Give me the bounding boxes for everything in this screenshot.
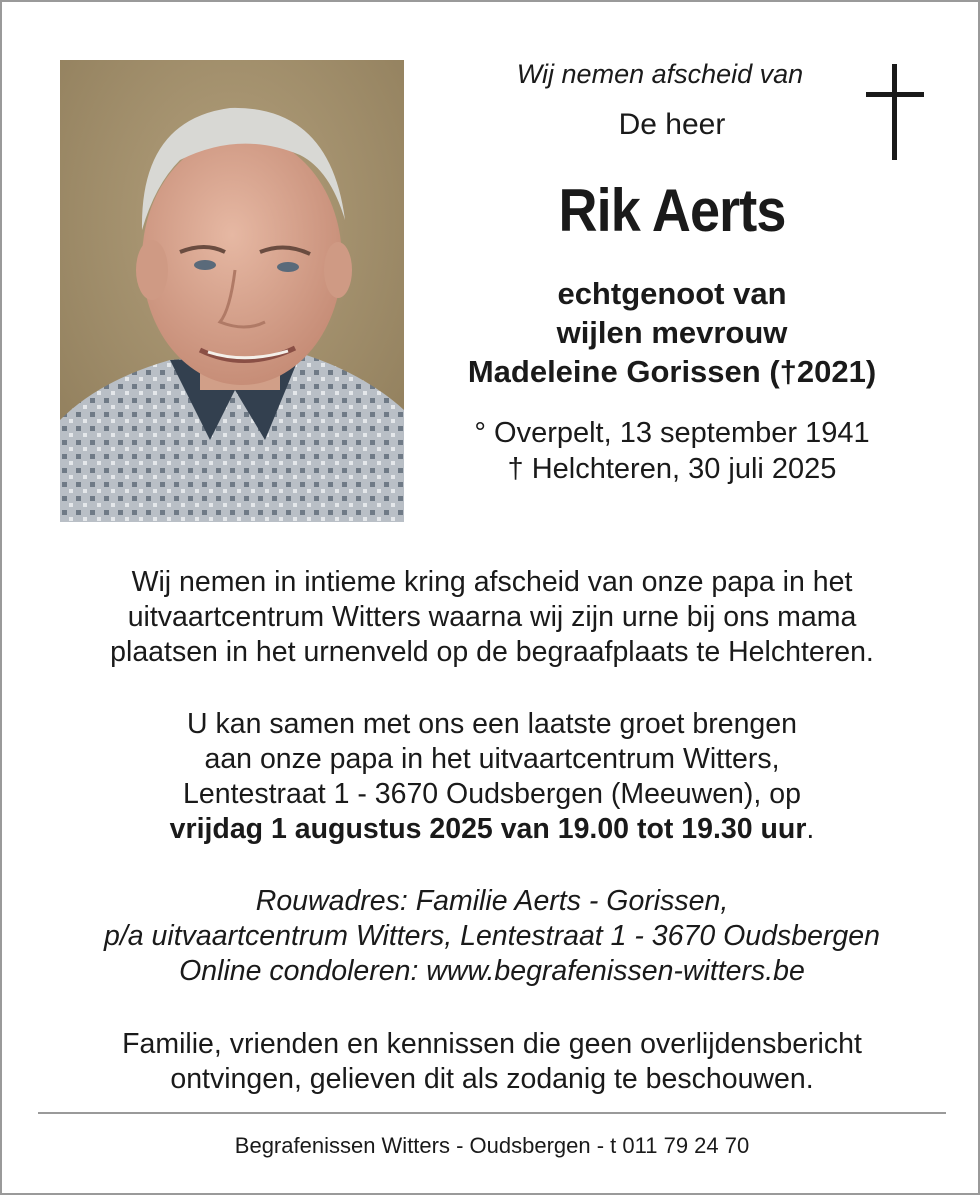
deceased-name: Rik Aerts	[558, 177, 786, 244]
condolence-link[interactable]: Online condoleren: www.begrafenissen-witters.be	[179, 955, 805, 987]
portrait-photo	[60, 60, 404, 522]
mourning-address	[2, 884, 980, 989]
intro-text: Wij nemen afscheid van	[516, 59, 804, 89]
death-date: † Helchteren, 30 juli 2025	[507, 453, 837, 485]
salutation: De heer	[618, 108, 726, 141]
visitation-time: vrijdag 1 augustus 2025 van 19.00 tot 19.30 uur	[169, 813, 807, 845]
paragraph-line: aan onze papa in het uitvaartcentrum Witters,	[204, 743, 780, 775]
paragraph-line: Familie, vrienden en kennissen die geen overlijdensbericht	[122, 1028, 862, 1060]
divider	[38, 1112, 946, 1114]
paragraph-line: plaatsen in het urnenveld op de begraafplaats te Helchteren.	[110, 636, 874, 668]
visitation-paragraph	[2, 707, 980, 847]
paragraph-line: Wij nemen in intieme kring afscheid van onze papa in het	[131, 566, 853, 598]
paragraph-line: U kan samen met ons een laatste groet brengen	[187, 708, 797, 740]
closing-paragraph	[2, 1027, 980, 1097]
life-dates	[422, 415, 922, 487]
farewell-paragraph	[2, 565, 980, 670]
paragraph-line: ontvingen, gelieven dit als zodanig te beschouwen.	[170, 1063, 814, 1095]
visitation-time-line	[2, 812, 980, 847]
spouse-line: Madeleine Gorissen (†2021)	[467, 354, 877, 389]
paragraph-line: p/a uitvaartcentrum Witters, Lentestraat 1 - 3670 Oudsbergen	[104, 920, 880, 952]
spouse-line: wijlen mevrouw	[556, 315, 788, 350]
paragraph-line: Rouwadres: Familie Aerts - Gorissen,	[255, 885, 729, 917]
spouse-line: echtgenoot van	[557, 276, 787, 311]
notice-header	[422, 54, 922, 487]
birth-date: ° Overpelt, 13 september 1941	[474, 417, 870, 449]
spouse-info	[422, 274, 922, 391]
funeral-home-footer: Begrafenissen Witters - Oudsbergen - t 011 79 24 70	[234, 1133, 750, 1158]
visitation-period: .	[806, 813, 815, 845]
paragraph-line: Lentestraat 1 - 3670 Oudsbergen (Meeuwen), op	[183, 778, 801, 810]
paragraph-line: uitvaartcentrum Witters waarna wij zijn urne bij ons mama	[127, 601, 857, 633]
